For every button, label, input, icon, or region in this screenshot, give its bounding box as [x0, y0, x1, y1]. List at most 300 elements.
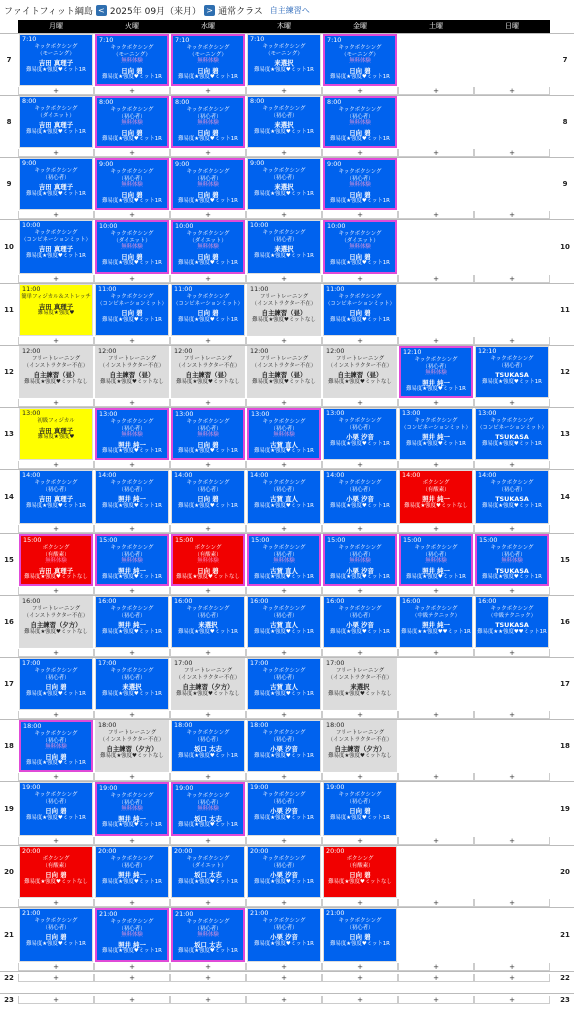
class-slot[interactable] [19, 846, 93, 898]
class-slot[interactable] [95, 720, 169, 772]
add-reservation-button[interactable]: + [474, 996, 550, 1004]
add-reservation-button[interactable]: + [398, 525, 474, 533]
add-reservation-button[interactable]: + [170, 337, 246, 345]
class-level: （初心者） [194, 486, 222, 493]
add-reservation-button[interactable]: + [170, 461, 246, 469]
class-level: （モーニング） [37, 50, 75, 57]
class-slot[interactable] [247, 596, 321, 648]
add-reservation-button[interactable]: + [398, 461, 474, 469]
instructor-name: 来選択 [122, 683, 142, 692]
add-reservation-button[interactable]: + [398, 149, 474, 157]
add-reservation-button[interactable]: + [474, 649, 550, 657]
add-reservation-button[interactable]: + [322, 525, 398, 533]
instructor-name: 照井 純一 [118, 621, 146, 630]
class-level: （インストラクター不在） [175, 674, 241, 681]
class-slot[interactable] [323, 720, 397, 772]
class-slot[interactable] [19, 346, 93, 398]
class-name: キックボクシング [186, 231, 230, 237]
add-reservation-button[interactable]: + [18, 149, 94, 157]
add-reservation-button[interactable]: + [170, 996, 246, 1004]
class-slot[interactable] [399, 534, 473, 586]
add-reservation-button[interactable]: + [474, 711, 550, 719]
add-reservation-button[interactable]: + [170, 587, 246, 595]
class-slot[interactable] [171, 96, 245, 148]
class-name: キックボクシング [262, 918, 306, 924]
add-reservation-button[interactable]: + [170, 649, 246, 657]
add-reservation-button[interactable]: + [398, 587, 474, 595]
add-reservation-button[interactable]: + [398, 974, 474, 982]
add-reservation-button[interactable]: + [474, 837, 550, 845]
class-slot[interactable] [171, 658, 245, 710]
class-time: 15:00 [251, 536, 270, 544]
add-reservation-button[interactable]: + [322, 899, 398, 907]
add-reservation-button[interactable]: + [18, 837, 94, 845]
difficulty-tag: 難易度★強度♥ミット1R [330, 316, 390, 323]
hour-label: 22 [560, 974, 570, 982]
class-slot[interactable] [95, 34, 169, 86]
class-slot[interactable] [247, 346, 321, 398]
class-slot[interactable] [323, 284, 397, 336]
site-title: ファイトフィット綱島 [4, 6, 93, 17]
class-slot[interactable] [323, 908, 397, 962]
add-reservation-button[interactable]: + [18, 337, 94, 345]
add-reservation-button[interactable]: + [246, 399, 322, 407]
add-reservation-button[interactable]: + [398, 899, 474, 907]
class-slot[interactable] [95, 658, 169, 710]
class-time: 9:00 [250, 159, 265, 167]
class-slot[interactable] [95, 284, 169, 336]
add-reservation-button[interactable]: + [246, 837, 322, 845]
difficulty-tag: 難易度★強度♥ [37, 434, 75, 441]
add-reservation-button[interactable]: + [322, 649, 398, 657]
add-reservation-button[interactable]: + [398, 337, 474, 345]
add-reservation-button[interactable]: + [398, 711, 474, 719]
class-slot[interactable] [95, 596, 169, 648]
class-slot[interactable] [475, 596, 549, 648]
class-time: 14:00 [326, 471, 345, 479]
class-slot[interactable] [171, 220, 245, 274]
add-reservation-button[interactable]: + [170, 399, 246, 407]
class-slot[interactable] [19, 720, 93, 772]
class-time: 13:00 [99, 410, 118, 418]
class-slot[interactable] [475, 534, 549, 586]
add-reservation-button[interactable]: + [170, 773, 246, 781]
difficulty-tag: 難易度★強度♥ミット1R [406, 440, 466, 447]
class-slot[interactable] [475, 470, 549, 524]
instructor-name: TSUKASA [495, 433, 529, 442]
day-header: 金曜 [322, 20, 398, 33]
add-reservation-button[interactable]: + [94, 974, 170, 982]
free-trial-badge: 無料体験 [45, 558, 67, 565]
class-slot[interactable] [323, 220, 397, 274]
class-slot[interactable] [171, 534, 245, 586]
class-time: 14:00 [402, 471, 421, 479]
add-reservation-button[interactable]: + [398, 837, 474, 845]
class-name: フリートレーニング [31, 606, 81, 612]
hour-label: 10 [560, 243, 570, 251]
add-reservation-button[interactable]: + [18, 899, 94, 907]
add-reservation-button[interactable]: + [94, 587, 170, 595]
add-reservation-button[interactable]: + [398, 963, 474, 971]
hour-label: 13 [4, 430, 14, 438]
class-time: 9:00 [175, 160, 190, 168]
class-slot[interactable] [323, 34, 397, 86]
class-slot[interactable] [247, 220, 321, 274]
difficulty-tag: 難易度★強度♥ミット1R [254, 690, 314, 697]
add-reservation-button[interactable]: + [18, 275, 94, 283]
class-time: 18:00 [174, 721, 193, 729]
class-slot[interactable] [171, 596, 245, 648]
hour-label: 7 [6, 56, 12, 64]
class-slot[interactable] [247, 908, 321, 962]
class-slot[interactable] [323, 846, 397, 898]
add-reservation-button[interactable]: + [94, 461, 170, 469]
class-slot[interactable] [247, 408, 321, 460]
instructor-name: 日向 碧 [197, 495, 219, 504]
class-slot[interactable] [323, 96, 397, 148]
class-slot[interactable] [19, 908, 93, 962]
add-reservation-button[interactable]: + [246, 899, 322, 907]
free-trial-badge: 無料体験 [501, 558, 523, 565]
difficulty-tag: 難易度★強度♥ミット1R [102, 198, 162, 205]
hour-label: 8 [562, 118, 568, 126]
class-time: 16:00 [98, 597, 117, 605]
class-slot[interactable] [323, 158, 397, 210]
add-reservation-button[interactable]: + [94, 399, 170, 407]
hour-label: 8 [6, 118, 12, 126]
add-reservation-button[interactable]: + [474, 275, 550, 283]
class-level: （初心者） [118, 862, 146, 869]
add-reservation-button[interactable]: + [170, 525, 246, 533]
add-reservation-button[interactable]: + [246, 773, 322, 781]
class-slot[interactable] [323, 470, 397, 524]
class-slot[interactable] [247, 158, 321, 210]
difficulty-tag: 難易度★強度♥ミット1R [26, 690, 86, 697]
instructor-name: 吉田 真理子 [38, 245, 74, 254]
class-slot[interactable] [171, 34, 245, 86]
class-slot[interactable] [95, 96, 169, 148]
add-reservation-button[interactable]: + [474, 963, 550, 971]
class-name: キックボクシング [338, 792, 382, 798]
add-reservation-button[interactable]: + [18, 649, 94, 657]
add-reservation-button[interactable]: + [94, 773, 170, 781]
class-slot[interactable] [247, 284, 321, 336]
add-reservation-button[interactable]: + [170, 275, 246, 283]
hour-label: 22 [4, 974, 14, 982]
instructor-name: 日向 碧 [45, 752, 67, 761]
add-reservation-button[interactable]: + [246, 963, 322, 971]
add-reservation-button[interactable]: + [398, 399, 474, 407]
add-reservation-button[interactable]: + [322, 275, 398, 283]
add-reservation-button[interactable]: + [94, 649, 170, 657]
add-reservation-button[interactable]: + [322, 461, 398, 469]
class-slot[interactable] [247, 470, 321, 524]
add-reservation-button[interactable]: + [246, 996, 322, 1004]
class-slot[interactable] [323, 408, 397, 460]
class-slot[interactable] [19, 658, 93, 710]
class-slot[interactable] [323, 534, 397, 586]
add-reservation-button[interactable]: + [322, 149, 398, 157]
class-slot[interactable] [247, 534, 321, 586]
class-level: （初心者） [42, 798, 70, 805]
add-reservation-button[interactable]: + [170, 837, 246, 845]
add-reservation-button[interactable]: + [94, 275, 170, 283]
class-slot[interactable] [399, 596, 473, 648]
class-level: （初心者） [270, 862, 298, 869]
class-slot[interactable] [399, 346, 473, 398]
difficulty-tag: 難易度★強度♥ミットなし [328, 878, 392, 885]
class-time: 7:10 [175, 36, 190, 44]
add-reservation-button[interactable]: + [170, 963, 246, 971]
class-slot[interactable] [95, 220, 169, 274]
class-time: 13:00 [478, 409, 497, 417]
class-slot[interactable] [95, 846, 169, 898]
class-slot[interactable] [399, 408, 473, 460]
add-reservation-button[interactable]: + [398, 275, 474, 283]
add-reservation-button[interactable]: + [246, 649, 322, 657]
add-reservation-button[interactable]: + [94, 525, 170, 533]
class-level: （初心者） [194, 113, 222, 120]
class-slot[interactable] [247, 782, 321, 836]
class-slot[interactable] [399, 470, 473, 524]
class-slot[interactable] [19, 158, 93, 210]
add-reservation-button[interactable]: + [170, 149, 246, 157]
add-reservation-button[interactable]: + [94, 899, 170, 907]
class-slot[interactable] [247, 658, 321, 710]
add-reservation-button[interactable]: + [246, 587, 322, 595]
free-trial-badge: 無料体験 [121, 120, 143, 127]
add-reservation-button[interactable]: + [246, 974, 322, 982]
class-slot[interactable] [95, 346, 169, 398]
class-name: ボクシング [42, 856, 70, 862]
add-reservation-button[interactable]: + [322, 211, 398, 219]
class-slot[interactable] [19, 534, 93, 586]
add-reservation-button[interactable]: + [18, 399, 94, 407]
class-name: キックボクシング [490, 480, 534, 486]
prev-month-button[interactable]: < [96, 5, 107, 16]
class-slot[interactable] [19, 470, 93, 524]
add-reservation-button[interactable]: + [322, 773, 398, 781]
add-reservation-button[interactable]: + [398, 211, 474, 219]
add-reservation-button[interactable]: + [322, 399, 398, 407]
add-reservation-button[interactable]: + [322, 963, 398, 971]
add-reservation-button[interactable]: + [322, 587, 398, 595]
class-level: （初心者） [118, 925, 146, 932]
class-time: 21:00 [175, 910, 194, 918]
class-slot[interactable] [171, 158, 245, 210]
class-slot[interactable] [323, 346, 397, 398]
instructor-name: 照井 純一 [422, 621, 450, 630]
class-slot[interactable] [171, 284, 245, 336]
class-slot[interactable] [475, 346, 549, 398]
add-reservation-button[interactable]: + [398, 87, 474, 95]
add-reservation-button[interactable]: + [246, 211, 322, 219]
class-level: （初心者） [194, 799, 222, 806]
add-reservation-button[interactable]: + [18, 587, 94, 595]
add-reservation-button[interactable]: + [246, 461, 322, 469]
class-slot[interactable] [95, 158, 169, 210]
class-name: キックボクシング [338, 294, 382, 300]
class-slot[interactable] [19, 596, 93, 648]
class-slot[interactable] [19, 220, 93, 274]
instructor-name: 日向 碧 [349, 66, 371, 75]
class-slot[interactable] [171, 908, 245, 962]
add-reservation-button[interactable]: + [94, 337, 170, 345]
instructor-name: 日向 碧 [197, 252, 219, 261]
class-level: （初心者） [270, 425, 298, 432]
add-reservation-button[interactable]: + [398, 649, 474, 657]
class-name: キックボクシング [262, 730, 306, 736]
free-trial-badge: 無料体験 [121, 432, 143, 439]
class-level: （初心者） [270, 486, 298, 493]
add-reservation-button[interactable]: + [474, 899, 550, 907]
add-reservation-button[interactable]: + [94, 87, 170, 95]
add-reservation-button[interactable]: + [18, 996, 94, 1004]
difficulty-tag: 難易度★強度♥ミットなし [24, 378, 88, 385]
add-reservation-button[interactable]: + [246, 525, 322, 533]
add-reservation-button[interactable]: + [322, 711, 398, 719]
add-reservation-button[interactable]: + [246, 149, 322, 157]
class-name: キックボクシング [186, 45, 230, 51]
class-name: キックボクシング [490, 606, 534, 612]
add-reservation-button[interactable]: + [322, 837, 398, 845]
add-reservation-button[interactable]: + [18, 711, 94, 719]
class-slot[interactable] [171, 408, 245, 460]
class-slot[interactable] [171, 720, 245, 772]
class-time: 18:00 [98, 721, 117, 729]
instructor-name: 来選択 [274, 183, 294, 192]
add-reservation-button[interactable]: + [18, 461, 94, 469]
class-level: （インストラクター不在） [251, 300, 317, 307]
class-slot[interactable] [475, 408, 549, 460]
class-slot[interactable] [247, 846, 321, 898]
add-reservation-button[interactable]: + [322, 974, 398, 982]
add-reservation-button[interactable]: + [474, 974, 550, 982]
add-reservation-button[interactable]: + [322, 337, 398, 345]
class-slot[interactable] [19, 408, 93, 460]
difficulty-tag: 難易度★強度♥ミット1R [482, 502, 542, 509]
class-slot[interactable] [95, 908, 169, 962]
add-reservation-button[interactable]: + [474, 773, 550, 781]
add-reservation-button[interactable]: + [94, 963, 170, 971]
next-month-button[interactable]: > [204, 5, 215, 16]
class-name: キックボクシング [338, 45, 382, 51]
class-level: （モーニング） [189, 51, 227, 58]
add-reservation-button[interactable]: + [246, 711, 322, 719]
class-slot[interactable] [19, 34, 93, 86]
add-reservation-button[interactable]: + [94, 149, 170, 157]
class-level: （初心者） [42, 674, 70, 681]
class-slot[interactable] [95, 408, 169, 460]
add-reservation-button[interactable]: + [94, 996, 170, 1004]
add-reservation-button[interactable]: + [474, 525, 550, 533]
add-reservation-button[interactable]: + [170, 711, 246, 719]
class-slot[interactable] [19, 96, 93, 148]
free-trial-badge: 無料体験 [197, 558, 219, 565]
hour-label: 7 [562, 56, 568, 64]
add-reservation-button[interactable]: + [170, 974, 246, 982]
add-reservation-button[interactable]: + [474, 587, 550, 595]
class-slot[interactable] [95, 534, 169, 586]
class-slot[interactable] [171, 470, 245, 524]
instructor-name: 自主練習（夕方） [30, 621, 82, 630]
instructor-name: 吉田 真理子 [38, 183, 74, 192]
difficulty-tag: 難易度★強度♥ミットなし [328, 690, 392, 697]
class-time: 16:00 [326, 597, 345, 605]
class-slot[interactable] [95, 782, 169, 836]
difficulty-tag: 難易度★強度♥ミットなし [252, 378, 316, 385]
class-level: （初心者） [346, 551, 374, 558]
add-reservation-button[interactable]: + [18, 773, 94, 781]
add-reservation-button[interactable]: + [474, 149, 550, 157]
add-reservation-button[interactable]: + [18, 963, 94, 971]
self-practice-link[interactable]: 自主練習へ [269, 5, 310, 15]
class-slot[interactable] [19, 782, 93, 836]
add-reservation-button[interactable]: + [170, 211, 246, 219]
class-slot[interactable] [247, 96, 321, 148]
add-reservation-button[interactable]: + [170, 87, 246, 95]
difficulty-tag: 難易度★強度♥ミット1R [26, 66, 86, 73]
add-reservation-button[interactable]: + [246, 275, 322, 283]
add-reservation-button[interactable]: + [474, 87, 550, 95]
add-reservation-button[interactable]: + [246, 87, 322, 95]
class-level: （初心者） [118, 175, 146, 182]
add-reservation-button[interactable]: + [474, 337, 550, 345]
add-reservation-button[interactable]: + [18, 87, 94, 95]
class-time: 14:00 [22, 471, 41, 479]
class-time: 16:00 [402, 597, 421, 605]
add-reservation-button[interactable]: + [18, 974, 94, 982]
add-reservation-button[interactable]: + [398, 996, 474, 1004]
class-name: キックボクシング [186, 294, 230, 300]
add-reservation-button[interactable]: + [94, 211, 170, 219]
instructor-name: 日向 碧 [197, 566, 219, 575]
free-trial-badge: 無料体験 [425, 558, 447, 565]
add-reservation-button[interactable]: + [322, 87, 398, 95]
instructor-name: 来選択 [274, 245, 294, 254]
class-slot[interactable] [171, 346, 245, 398]
class-slot[interactable] [247, 720, 321, 772]
difficulty-tag: 難易度★強度♥ミット1R [178, 948, 238, 955]
class-level: （モーニング） [113, 51, 151, 58]
add-reservation-button[interactable]: + [474, 461, 550, 469]
add-reservation-button[interactable]: + [18, 525, 94, 533]
class-slot[interactable] [19, 284, 93, 336]
class-slot[interactable] [171, 846, 245, 898]
class-slot[interactable] [323, 658, 397, 710]
class-slot[interactable] [171, 782, 245, 836]
class-level: （コンビネーションミット） [325, 300, 395, 307]
add-reservation-button[interactable]: + [18, 211, 94, 219]
add-reservation-button[interactable]: + [94, 711, 170, 719]
add-reservation-button[interactable]: + [170, 899, 246, 907]
hour-label: 18 [560, 742, 570, 750]
add-reservation-button[interactable]: + [246, 337, 322, 345]
add-reservation-button[interactable]: + [474, 399, 550, 407]
class-slot[interactable] [323, 782, 397, 836]
add-reservation-button[interactable]: + [398, 773, 474, 781]
class-time: 18:00 [23, 722, 42, 730]
class-slot[interactable] [323, 596, 397, 648]
add-reservation-button[interactable]: + [322, 996, 398, 1004]
class-time: 11:00 [174, 285, 193, 293]
class-slot[interactable] [247, 34, 321, 86]
class-level: （ダイエット） [189, 237, 227, 244]
add-reservation-button[interactable]: + [474, 211, 550, 219]
class-slot[interactable] [95, 470, 169, 524]
class-time: 13:00 [175, 410, 194, 418]
add-reservation-button[interactable]: + [94, 837, 170, 845]
